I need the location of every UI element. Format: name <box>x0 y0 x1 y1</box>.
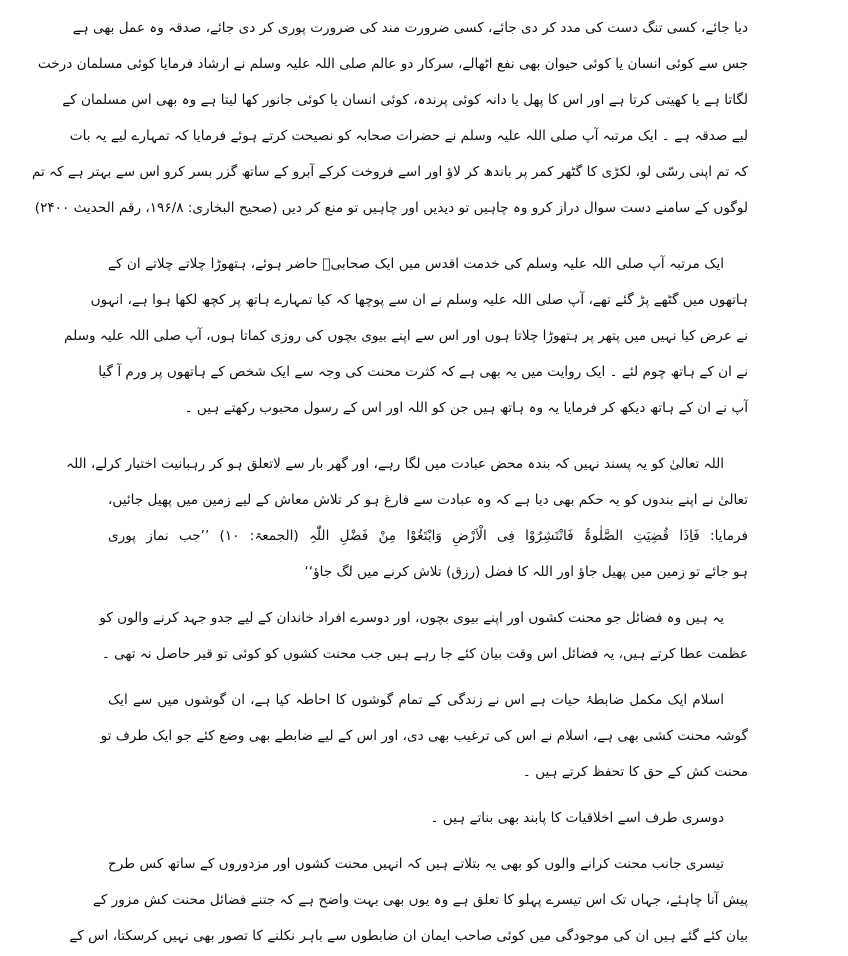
text-line: لیے صدقہ ہے ۔ ایک مرتبہ آپ صلی اللہ علیہ وسلم نے حضرات صحابہ کو نصیحت کرتے ہوئے فرمایا کہ تمہارے لیے یہ بات <box>69 128 748 144</box>
text-line: تیسری جانب محنت کرانے والوں کو بھی یہ بتلاتے ہیں کہ انہیں محنت کشوں اور مزدوروں کے ساتھ کس طرح <box>108 856 724 872</box>
text-line: فرمایا: فَاِذَا قُضِیَتِ الصَّلٰوۃُ فَانْتَشِرُوْا فِی الْاَرْضِ وَابْتَغُوْا مِنْ فَضْلِ اللّٰہِ (الجمعۃ: ۱۰) ’’جب نماز پوری <box>108 528 748 544</box>
text-line: محنت کش کے حق کا تحفظ کرتے ہیں ۔ <box>522 764 748 780</box>
text-line: بیان کئے گئے ہیں ان کی موجودگی میں کوئی صاحب ایمان ان ضابطوں سے باہر نکلنے کا تصور بھی نہیں کرسکتا، اس کے <box>69 928 748 944</box>
text-line: جس سے کوئی انسان یا کوئی حیوان بھی نفع اٹھالے، سرکار دو عالم صلی اللہ علیہ وسلم نے ارشاد فرمایا کوئی مسلمان درخت <box>37 56 748 72</box>
text-line: نے ان کے ہاتھ چوم لئے ۔ ایک روایت میں یہ بھی ہے کہ کثرت محنت کی وجہ سے ایک شخص کے ہاتھوں پر ورم آ گیا <box>98 364 748 380</box>
text-line: لگاتا ہے یا کھیتی کرتا ہے اور اس کا پھل یا دانہ کوئی پرندہ، کوئی انسان یا کوئی جانور کھا لیتا ہے وہ بھی اس مسلمان کے <box>62 92 748 108</box>
text-line: ایک مرتبہ آپ صلی اللہ علیہ وسلم کی خدمت اقدس میں ایک صحابیؓ حاضر ہوئے، ہتھوڑا چلاتے چلاتے ان کے <box>108 256 724 272</box>
text-line: پیش آنا چاہئے، جہاں تک اس تیسرے پہلو کا تعلق ہے وہ یوں بھی بہت واضح ہے کہ جتنے فضائل محنت کش مزور کے <box>92 892 748 908</box>
text-line: دیا جائے، کسی تنگ دست کی مدد کر دی جائے، کسی ضرورت مند کی ضرورت پوری کر دی جائے، صدقہ وہ عمل بھی ہے <box>72 20 748 36</box>
text-line: گوشہ محنت کشی بھی ہے، اسلام نے اس کی ترغیب بھی دی، اور اس کے لیے ضابطے بھی وضع کئے جو ایک طرف تو <box>100 728 748 744</box>
text-line: یہ ہیں وہ فضائل جو محنت کشوں اور اپنے بیوی بچوں، اور دوسرے افراد خاندان کے لیے جدو جہد کرنے والوں کو <box>99 610 724 626</box>
text-line: اللہ تعالیٰ کو یہ پسند نہیں کہ بندہ محض عبادت میں لگا رہے، اور گھر بار سے لاتعلق ہو کر رہبانیت اختیار کرلے، اللہ <box>66 456 724 472</box>
text-line: ہو جائے تو زمین میں پھیل جاؤ اور اللہ کا فضل (رزق) تلاش کرنے میں لگ جاؤ‘‘ <box>304 564 748 580</box>
text-line: دوسری طرف اسے اخلاقیات کا پابند بھی بناتے ہیں ۔ <box>430 810 724 826</box>
text-line: کہ تم اپنی رسّی لو، لکڑی کا گٹھر کمر پر باندھ کر لاؤ اور اسے فروخت کرکے آبرو کے ساتھ گزر بسر کرو اس سے بہتر ہے کہ تم <box>31 164 748 180</box>
text-line: تعالیٰ نے اپنے بندوں کو یہ حکم بھی دیا ہے کہ وہ عبادت سے فارغ ہو کر تلاش معاش کے لیے زمین میں پھیل جائیں، <box>108 492 748 508</box>
text-line: آپ نے ان کے ہاتھ دیکھ کر فرمایا یہ وہ ہاتھ ہیں جن کو اللہ اور اس کے رسول محبوب رکھتے ہیں ۔ <box>184 400 748 416</box>
text-line: عظمت عطا کرتے ہیں، یہ فضائل اس وقت بیان کئے جا رہے ہیں جب محنت کشوں کو کوئی تو قیر حاصل نہ تھی ۔ <box>101 646 748 662</box>
text-line: لوگوں کے سامنے دست سوال دراز کرو وہ چاہیں تو دیدیں اور چاہیں تو منع کر دیں (صحیح البخاری: ۱۹۶/۸، رقم الحدیث ۲۴۰۰) <box>34 200 748 216</box>
text-line: نے عرض کیا نہیں میں پتھر پر ہتھوڑا چلاتا ہوں اور اس سے اپنے بیوی بچوں کی روزی کماتا ہوں، آپ صلی اللہ علیہ وسلم <box>64 328 748 344</box>
text-line: اسلام ایک مکمل ضابطۂ حیات ہے اس نے زندگی کے تمام گوشوں کا احاطہ کیا ہے، ان گوشوں میں سے ایک <box>108 692 724 708</box>
text-line: ہاتھوں میں گٹھے پڑ گئے تھے، آپ صلی اللہ علیہ وسلم نے ان سے پوچھا کہ کیا تمہارے ہاتھ پر کچھ لکھا ہوا ہے، انہوں <box>90 292 748 308</box>
